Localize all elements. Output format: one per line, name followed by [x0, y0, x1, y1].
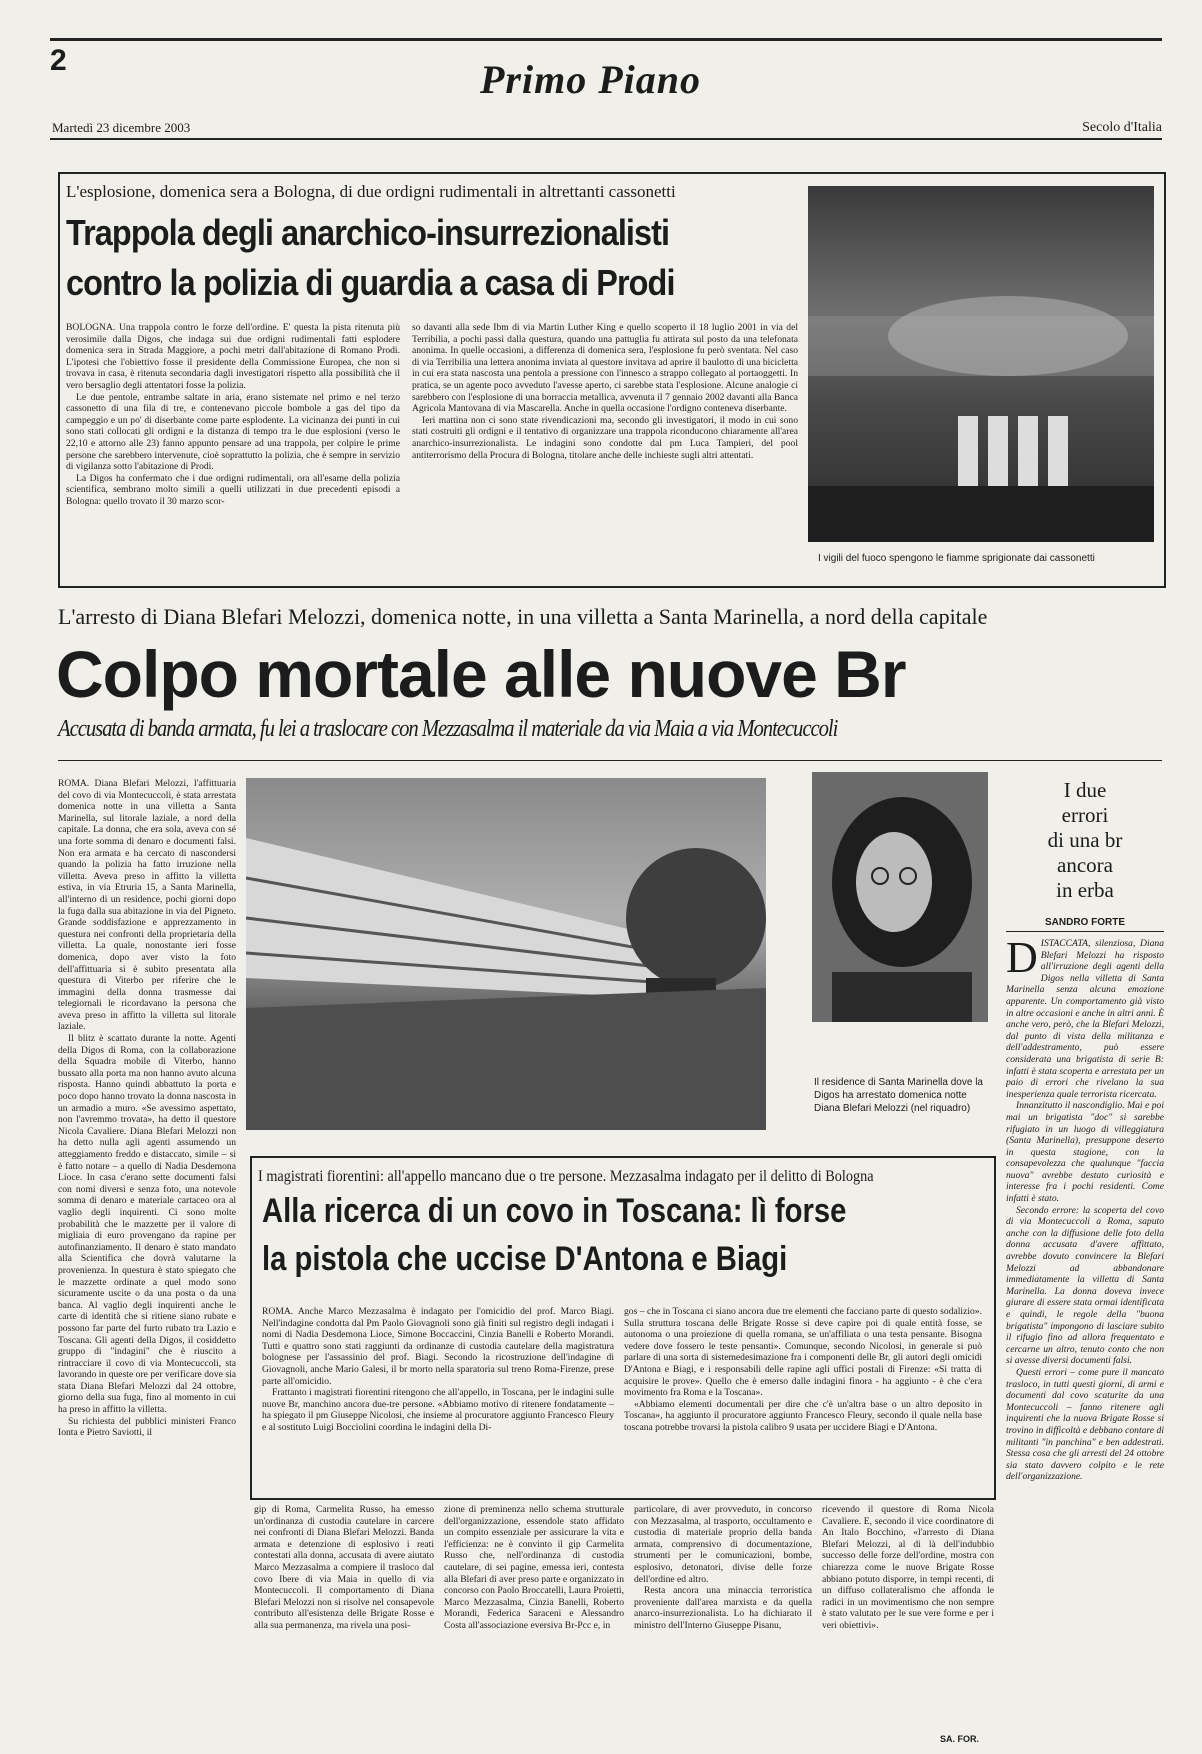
article-tuscany-headline-1: Alla ricerca di un covo in Toscana: lì forse: [262, 1192, 847, 1230]
article-prodi-column-2: [412, 322, 798, 572]
sidebar-title-line: I due: [1063, 778, 1107, 802]
article-arrest-column-2: [254, 1504, 434, 1730]
article-tuscany-column-2: [624, 1306, 982, 1486]
sidebar-title: [1006, 778, 1164, 903]
header-rule: [50, 138, 1162, 140]
paragraph: Frattanto i magistrati fiorentini ritengono che all'appello, in Toscana, per le indagini sulle nuove Br, manchino ancora due-tre persone. «Abbiamo motivo di ritenere fondatamente – ha spiegato il pm Giuseppe Nicolosi, che insieme al procuratore aggiunto Francesco Fleury e al sostituto Luigi Bocciolini coordina le indagini della Di-: [262, 1387, 614, 1433]
residence-photo: [246, 778, 766, 1130]
firefighters-photo-shapes: [808, 186, 1154, 542]
sidebar-title-line: di una br: [1047, 828, 1123, 852]
paragraph: Secondo errore: la scoperta del covo di via Montecuccoli a Roma, saputo anche con la diffusione delle foto della donna accusata d'avere affittato, avrebbe dovuto convincere la Blefari Melozzi ad abbandonare immediatamente la villetta di Santa Marinella. La donna doveva invece giurare di essere stata ormai identificata e quindi, le regole della "buona brigatista" impongono di lasciare subito il rifugio fino ad allora frequentato e cercarne un altro, tenuto conto che non si avesse diversi documenti falsi.: [1006, 1204, 1164, 1367]
paragraph: Ieri mattina non ci sono state rivendicazioni ma, secondo gli investigatori, il modo in cui sono stati costruiti gli ordigni e il tentativo di organizzare una trappola riconducono chiaramente all'area anarchico-insurrezionalista. Le indagini sono condotte dal pm Luca Tampieri, del pool antiterrorismo della Procura di Bologna, titolare anche delle inchieste sugli altri attentati.: [412, 414, 798, 461]
article-prodi-kicker: L'esplosione, domenica sera a Bologna, di due ordigni rudimentali in altrettanti cassonetti: [66, 182, 676, 201]
residence-photo-shapes: [246, 778, 766, 1130]
paragraph: so davanti alla sede Ibm di via Martin Luther King e quello scoperto il 18 luglio 2001 in via del Terribilia, a pochi passi dalla questura, quando una pattuglia fu attirata sul posto da una telefonata anonima. In quelle occasioni, a differenza di domenica sera, l'esplosione fu però sventata. Nel caso di via Terribilia una lettera anonima inviata al questore invitava ad aprire il baulotto di una bicicletta in cui era stata nascosta una pentola a pressione con l'innesco a strappo collegato al portaoggetti. In pratica, se un agente poco avveduto l'avesse aperto, ci sarebbe stata l'esplosione. Alcune analogie ci sarebbero con l'esplosione di una borraccia metallica, avvenuta il 7 gennaio 2002 davanti alla Banca Agricola Mantovana di via Mascarella. Anche in quella occasione l'ordigno conteneva diserbante.: [412, 322, 798, 415]
paragraph: La Digos ha confermato che i due ordigni rudimentali, ora all'esame della polizia scientifica, sembrano molto simili a quelli utilizzati in due precedenti episodi a Bologna: quello trovato il 30 marzo scor-: [66, 472, 400, 507]
paragraph: ricevendo il questore di Roma Nicola Cavaliere. E, secondo il vice coordinatore di An Italo Bocchino, «l'arresto di Diana Blefari Melozzi, al di là dell'indubbio successo delle forze dell'ordine, mostra con chiarezza come le nuove Brigate Rosse abbiano potuto disporre, in tempi recenti, di un diffuso collateralismo che affonda le radici in un movimentismo che non sempre è stato valutato per le sue vere forme e per i veri obiettivi».: [822, 1504, 994, 1631]
paragraph: particolare, di aver provveduto, in concorso con Mezzasalma, al trasporto, occultamento e custodia di materiale proprio della banda armata, comprensivo di documentazione, strumenti per le comunicazioni, bombe, esplosivo, detonatori, divise delle forze dell'ordine ed altro.: [634, 1504, 812, 1585]
paragraph: ISTACCATA, silenziosa, Diana Blefari Melozzi ha risposto all'irruzione degli agenti della Digos nella villetta di Santa Marinella senza alcuna emozione apparente. Un comportamento già visto in altre occasioni e anche in altri anni. È anche vero, però, che la Blefari Melozzi, dal punto di vista della militanza e dell'addestramento, può essere considerata una brigatista di serie B: infatti è stata scoperta e arrestata per un paio di errori che rivelano la sua inesperienza quale terrorista ricercata.: [1006, 938, 1164, 1100]
paragraph: Su richiesta del pubblici ministeri Franco Ionta e Pietro Saviotti, il: [58, 1415, 236, 1439]
article-arrest-column-1: [58, 778, 236, 1724]
residence-photo-caption: Il residence di Santa Marinella dove la Digos ha arrestato domenica notte Diana Blefari Melozzi (nel riquadro): [814, 1077, 983, 1114]
paragraph: ROMA. Anche Marco Mezzasalma è indagato per l'omicidio del prof. Marco Biagi. Nell'indagine condotta dal Pm Paolo Giovagnoli sono già finiti sul registro degli indagati i nomi di Nadia Desdemona Lioce, Simone Boccaccini, Cinzia Banelli e Roberto Morandi. Tutti e quattro sono stati raggiunti da ordinanze di custodia cautelare della magistratura bolognese per l'assassinio del prof. Biagi. Secondo la ricostruzione dell'indagine di Giovagnoli, anche Mario Galesi, il br morto nella sparatoria sul treno Roma-Firenze, prese parte all'omicidio.: [262, 1306, 614, 1387]
article-arrest-headline: Colpo mortale alle nuove Br: [56, 637, 906, 711]
article-arrest-column-3: [444, 1504, 624, 1730]
paragraph: zione di preminenza nello schema strutturale dell'organizzazione, essendole stato affidato un compito essenziale per assicurare la vita e l'efficienza: ne è convinto il gip Carmelita Russo che, nell'ordinanza di custodia cautelare, di sei pagine, emessa ieri, contesta alla Blefari di aver preso parte e organizzato in concorso con Paolo Broccatelli, Laura Proietti, Marco Mezzasalma, Cinzia Banelli, Roberto Morandi, Federica Saraceni e Alessandro Costa all'associazione eversiva Br-Pcc e, in: [444, 1504, 624, 1631]
header-publication: Secolo d'Italia: [1082, 120, 1162, 135]
article-arrest-signature: SA. FOR.: [940, 1734, 980, 1744]
paragraph: gos – che in Toscana ci siano ancora due tre elementi che facciano parte di questo sodalizio». Sulla struttura toscana delle Brigate Rosse si deve capire poi di quale entità fosse, se autonoma o una proiezione di quella romana, se un'affiliata o una testa pensante. Bisogna vedere dove fossero le teste pensanti». Comunque, secondo Nicolosi, in generale si può parlare di una sorta di sistemedesimazione fra i componenti delle Br, gli autori degli omicidi D'Antona e Biagi, e i responsabili delle rapine agli uffici postali di Firenze: «Si tratta di acquisire le prove». Quello che è emerso dalle indagini finora - ha aggiunto - è che c'era movimento fra Roma e la Toscana».: [624, 1306, 982, 1399]
paragraph: gip di Roma, Carmelita Russo, ha emesso un'ordinanza di custodia cautelare in carcere nei confronti di Diana Blefari Melozzi. Banda armata e detenzione di esplosivo i reati contestati alla donna, accusata di avere aiutato Marco Mezzasalma a compiere il trasloco dal covo Ibere di via Maia in quello di via Montecuccoli. Il comportamento di Diana Blefari Melozzi non si risolve nel consapevole contributo all'esistenza delle Brigate Rosse e alla sua permanenza, ma rivela una posi-: [254, 1504, 434, 1631]
article-tuscany-kicker: I magistrati fiorentini: all'appello mancano due o tre persone. Mezzasalma indagato per il delitto di Bologna: [258, 1168, 874, 1185]
sidebar-title-line: ancora: [1057, 853, 1113, 877]
article-prodi-column-1: [66, 322, 400, 572]
paragraph: «Abbiamo elementi documentali per dire che c'è un'altra base o un altro deposito in Toscana», ha aggiunto il procuratore aggiunto Francesco Fleury, secondo il quale nella base toscana potrebbe trovarsi la pistola calibro 9 usata per uccidere Biagi e D'Antona.: [624, 1398, 982, 1433]
firefighters-photo-caption: I vigili del fuoco spengono le fiamme sprigionate dai cassonetti: [818, 553, 1095, 564]
sidebar-title-line: errori: [1061, 803, 1109, 827]
firefighters-photo: [808, 186, 1154, 542]
sidebar-drop-cap: D: [1006, 938, 1038, 982]
article-tuscany-column-1: [262, 1306, 614, 1486]
paragraph: Le due pentole, entrambe saltate in aria, erano sistemate nel primo e nel terzo cassonetto di una fila di tre, e contenevano piccole bombole a gas del tipo da campeggio e un po' di diserbante come parte esplodente. La vicinanza dei punti in cui sono stati collocati gli ordigni e la distanza di tempo tra le due esplosioni (verso le 22,10 e attorno alle 23) fanno appunto pensare ad una trappola, per colpire le prime persone che sarebbero intervenute, cioè soprattutto la polizia, che è sempre in servizio di vigilanza sotto l'abitazione di Prodi.: [66, 391, 400, 473]
sidebar-title-line: in erba: [1056, 878, 1114, 902]
paragraph: ROMA. Diana Blefari Melozzi, l'affittuaria del covo di via Montecuccoli, è stata arrestata domenica notte in una villetta a Santa Marinella, sul litorale laziale, a nord della capitale. La donna, che era sola, aveva con sé una forte somma di denaro e documenti falsi. Non era armata e ha cercato di nascondersi quando la polizia ha fatto irruzione nella villetta. Aveva preso in affitto la villetta estiva, in via Etruria 15, a Santa Marinella, all'interno di un residence, pochi giorni dopo la fuga dalla sua abitazione in via del Pigneto. Grande soddisfazione e apprezzamento in questura nei confronti della proprietaria della villetta. La quale, nonostante ieri fosse domenica, dopo aver visto la foto dell'affittuaria si è subito presentata alla questura di Viterbo per riferire che le immagini della donna trasmesse dai telegiornali le ricordavano la persona che aveva preso in affitto la villetta sul litorale laziale.: [58, 778, 236, 1033]
article-prodi-headline-2: contro la polizia di guardia a casa di Prodi: [66, 262, 675, 303]
article-arrest-column-4: [634, 1504, 812, 1730]
article-arrest-subheadline: Accusata di banda armata, fu lei a traslocare con Mezzasalma il materiale da via Maia a via Montecuccoli: [58, 716, 838, 742]
subheadline-rule: [58, 760, 1162, 761]
paragraph: Resta ancora una minaccia terroristica proveniente dall'area marxista e da quella anarco-insurrezionalista. Lo ha dichiarato il ministro dell'Interno Giuseppe Pisanu,: [634, 1585, 812, 1631]
section-title: Primo Piano: [480, 57, 702, 102]
sidebar-commentary: [1006, 778, 1164, 1718]
article-arrest-kicker: L'arresto di Diana Blefari Melozzi, domenica notte, in una villetta a Santa Marinella, a nord della capitale: [58, 604, 988, 629]
page-number: 2: [50, 44, 67, 77]
blefari-portrait-shapes: [812, 772, 988, 1022]
article-prodi-headline-1: Trappola degli anarchico-insurrezionalisti: [66, 212, 670, 253]
article-tuscany-headline-2: la pistola che uccise D'Antona e Biagi: [262, 1240, 788, 1278]
sidebar-body: [1006, 938, 1164, 1718]
article-arrest-column-5: [822, 1504, 994, 1730]
paragraph: Innanzitutto il nascondiglio. Mai e poi mai un brigatista "doc" si sarebbe rifugiato in un luogo di villeggiatura (Santa Marinella), presuppone deserto in questa stagione, con la consapevolezza che qualunque "faccia nuova" avrebbe destato curiosità e interesse fra i pochi residenti. Come infatti è stato.: [1006, 1100, 1164, 1205]
header-date: Martedì 23 dicembre 2003: [52, 120, 191, 135]
sidebar-author: SANDRO FORTE: [1006, 917, 1164, 932]
blefari-portrait: [812, 772, 988, 1022]
paragraph: BOLOGNA. Una trappola contro le forze dell'ordine. E' questa la pista ritenuta più verosimile dalla Digos, che indaga sui due ordigni rudimentali fatti esplodere domenica sera in Strada Maggiore, a pochi metri dall'abitazione di Romano Prodi. L'ipotesi che l'obiettivo fosse il presidente della Commissione Europea, che non si trovava in casa, è ritenuta secondaria dagli investigatori rispetto alla possibilità che il vero bersaglio degli attentatori fosse la polizia.: [66, 322, 400, 391]
paragraph: Questi errori – come pure il mancato trasloco, in tutti questi giorni, di armi e documenti dal covo scaturite da una Montecuccoli – fanno ritenere agli inquirenti che la nuova Brigate Rosse si trovino in difficoltà e debbano contare di militanti "in panchina" e ben addestrati. Stessa cosa che gli arresti del 24 ottobre sia stato davvero colpito e le rete dell'organizzazione.: [1006, 1366, 1164, 1483]
paragraph: Il blitz è scattato durante la notte. Agenti della Digos di Roma, con la collaborazione della Squadra mobile di Viterbo, hanno bussato alla porta ma non hanno avuto alcuna risposta. Hanno quindi abbattuto la porta e poco dopo hanno trovato la donna nascosta in un armadio a muro. «Se avessimo aspettato, non l'avremmo trovata», ha detto il questore Nicola Cavaliere. Diana Blefari Melozzi non ha detto nulla agli agenti assumendo un atteggiamento freddo e distaccato, simile – si è fatto notare – a quello di Nadia Desdemona Lioce. In casa c'erano sette documenti falsi con nomi diversi e senza foto, una notevole somma di denaro e materiale cartaceo ora al vaglio degli inquirenti. Ci sono molte probabilità che le mazzette per il valore di migliaia di euro provengano da rapine per autofinanziamento. Il denaro è stato mandato alla Scientifica che dovrà valutarne la provenienza. In questura è stato spiegato che le mazzette ordinate a quel modo sono sicuramente uscite o da una posta o da una banca. Al vaglio degli inquirenti anche le carte di identità che si ritiene siano rubate e possono far parte del furto rubato tra Lazio e Toscana. Gli agenti della Digos, il cosiddetto gruppo di "indagini" che è riuscito a rintracciare il covo di via Montecuccoli, sta lavorando in queste ore per verificare dove sia stata Diana Blefari Melozzi dal 24 ottobre, giorno della sua fuga, fino al momento in cui ha preso in affitto la villetta.: [58, 1033, 236, 1416]
header-rule-top: [50, 38, 1162, 41]
